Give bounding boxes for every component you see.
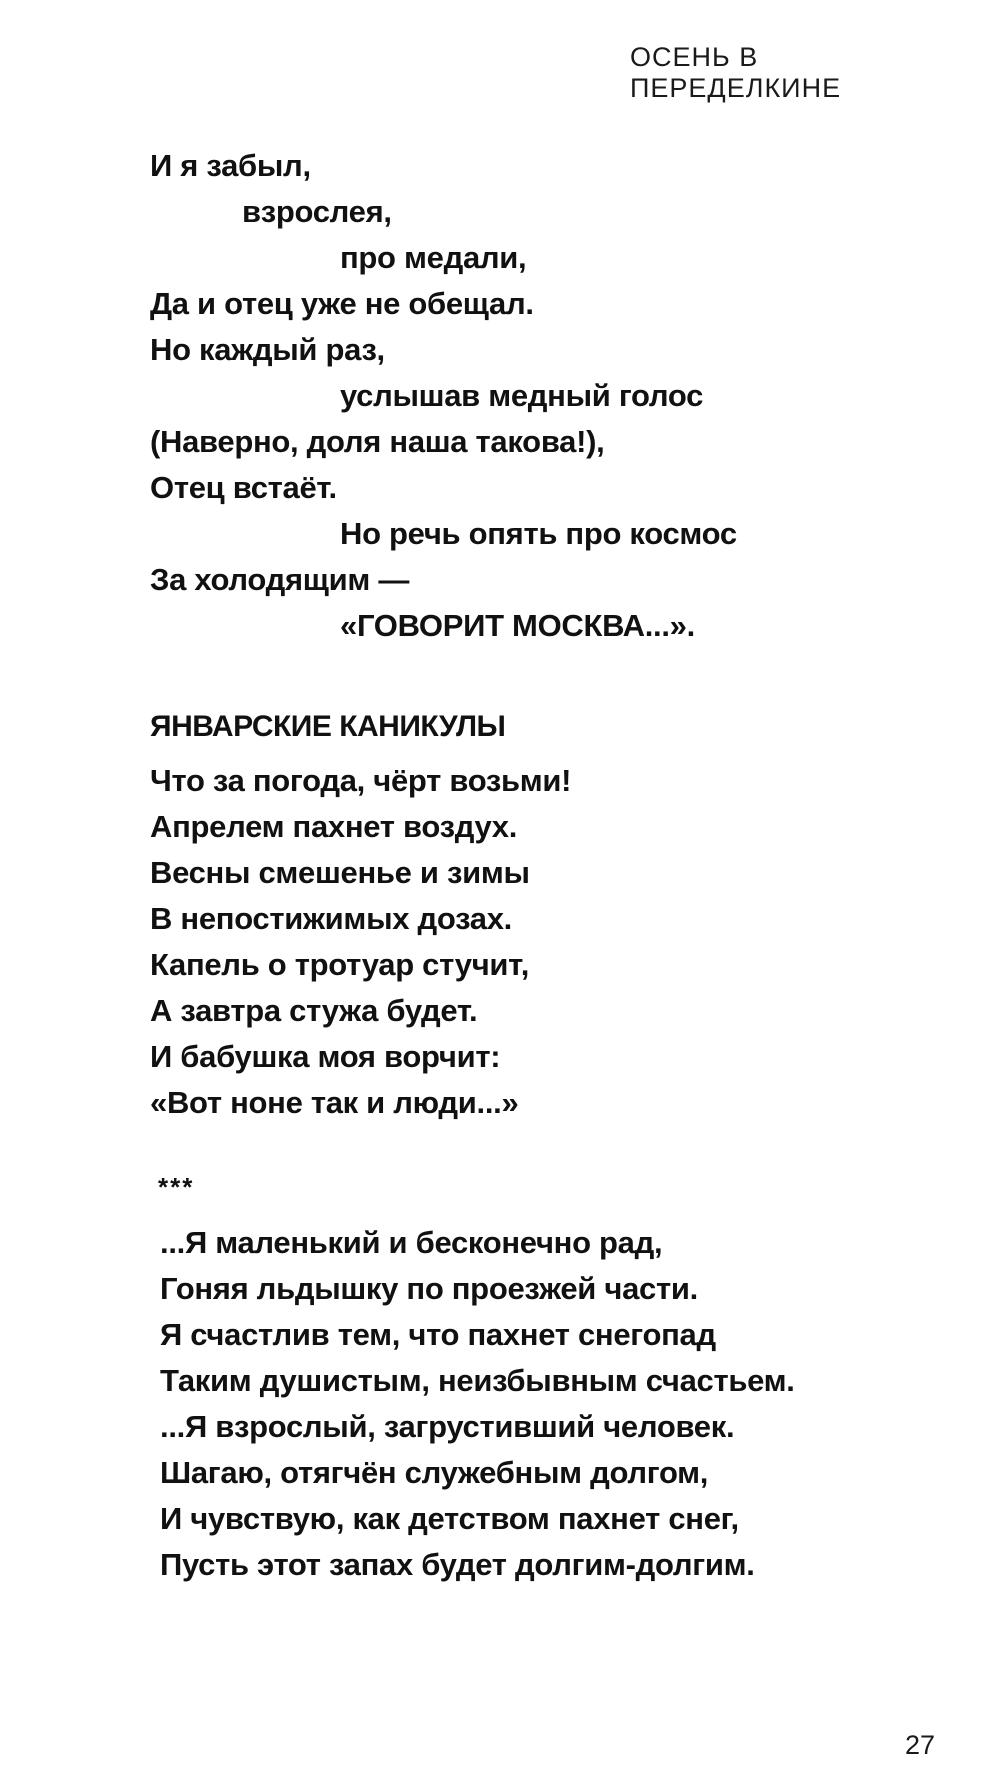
poem-line: И чувствую, как детством пахнет снег,	[160, 1501, 739, 1536]
poem-first	[150, 143, 970, 649]
poem-line: услышав медный голос	[340, 378, 704, 413]
running-header: ОСЕНЬ В ПЕРЕДЕЛКИНЕ	[630, 42, 842, 103]
poem-line: В непостижимых дозах.	[150, 901, 512, 936]
poem-line: Капель о тротуар стучит,	[150, 947, 530, 982]
poem-line: Но каждый раз,	[150, 332, 385, 367]
poem-line: Да и отец уже не обещал.	[150, 286, 534, 321]
poem-title: ЯНВАРСКИЕ КАНИКУЛЫ	[150, 710, 506, 743]
poem-line: взрослея,	[242, 194, 392, 229]
asterism-separator: ***	[158, 1172, 195, 1202]
poem-line: про медали,	[340, 240, 527, 275]
poem-line: Что за погода, чёрт возьми!	[150, 763, 572, 798]
poem-line: Гоняя льдышку по проезжей части.	[160, 1271, 698, 1306]
poem-line: За холодящим —	[150, 562, 410, 597]
poem-line: «Вот ноне так и люди...»	[150, 1085, 519, 1120]
poem-line: Весны смешенье и зимы	[150, 855, 530, 890]
poem-line: Таким душистым, неизбывным счастьем.	[160, 1363, 795, 1398]
poem-line: Пусть этот запах будет долгим-долгим.	[160, 1547, 755, 1582]
poem-line: Но речь опять про космос	[340, 516, 737, 551]
poem-line: И бабушка моя ворчит:	[150, 1039, 501, 1074]
poem-line: Отец встаёт.	[150, 470, 337, 505]
poem-line: ...Я взрослый, загрустивший человек.	[160, 1409, 735, 1444]
poem-line: Я счастлив тем, что пахнет снегопад	[160, 1317, 716, 1352]
poem-line: Шагаю, отягчён служебным долгом,	[160, 1455, 709, 1490]
poem-january-holidays	[150, 758, 970, 1126]
poem-line: Апрелем пахнет воздух.	[150, 809, 518, 844]
poem-line: А завтра стужа будет.	[150, 993, 478, 1028]
poem-line: ...Я маленький и бесконечно рад,	[160, 1225, 663, 1260]
poem-line: «ГОВОРИТ МОСКВА...».	[340, 608, 695, 643]
page-number: 27	[905, 1730, 936, 1760]
poem-line: И я забыл,	[150, 148, 311, 183]
poem-third	[160, 1220, 980, 1588]
poem-line: (Наверно, доля наша такова!),	[150, 424, 605, 459]
